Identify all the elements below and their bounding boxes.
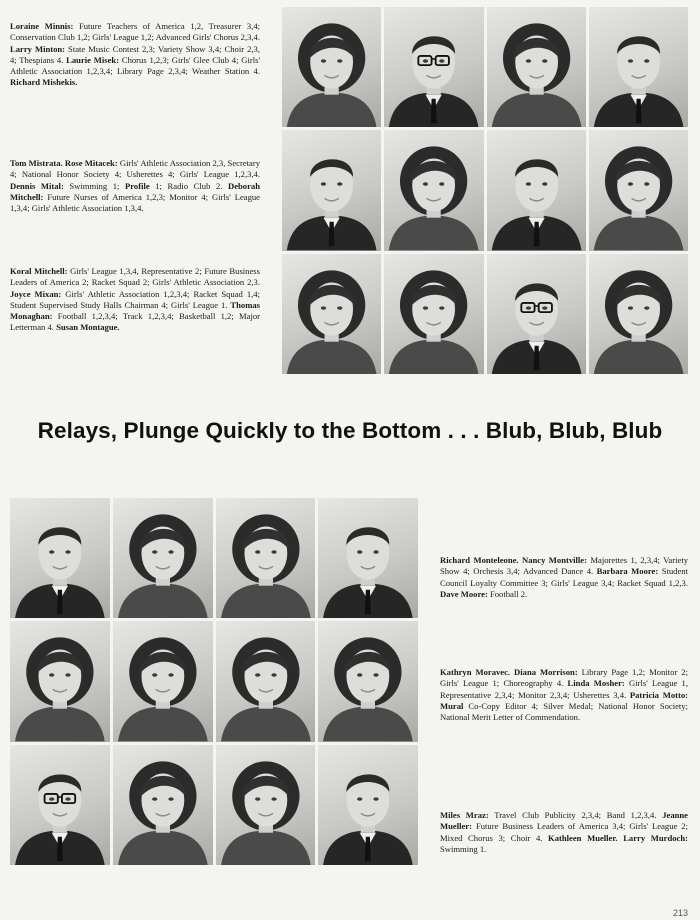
student-portrait [10, 621, 110, 741]
student-name: Nancy Montville: [522, 555, 587, 565]
portrait-grid-bottom [10, 498, 418, 865]
student-name: Deborah Mitchell: [10, 180, 260, 202]
student-name: Linda Mosher: [567, 678, 625, 689]
student-activities: Girls' Athletic Association 1,2,3,4; Racket Squad 1,4; Student Supervised Study Halls Chairman 4; Girls' League 1. [10, 288, 260, 310]
student-portrait [487, 254, 586, 374]
student-name: Dave Moore: [440, 588, 488, 599]
student-activities: State Music Contest 2,3; Variety Show 3,4; Choir 2,3, 4; Thespians 4. [10, 43, 260, 65]
student-activities: Swimming 1. [440, 843, 487, 854]
student-name: Profile [125, 180, 150, 191]
student-portrait [216, 498, 316, 618]
student-name: Patricia Motto: [629, 689, 688, 700]
student-name: Richard Mishekis. [10, 77, 78, 88]
student-portrait [384, 7, 483, 127]
student-portrait [318, 745, 418, 865]
caption-block [440, 555, 688, 600]
student-activities: Student Council Loyalty Committee 3; Girls' League 3,4; Racket Squad 1,2,3. [440, 566, 688, 588]
caption-block [440, 810, 688, 855]
student-activities: Chorus 1,2,3; Girls' Glee Club 4; Girls' Athletic Association 1,2,3,4; Library Page 2,3,4; Weather Station 4. [10, 54, 260, 77]
caption-block [440, 667, 688, 723]
student-activities: Future Business Leaders of America 3,4; Girls' League 2; Mixed Chorus 3; Choir 4. [440, 821, 688, 843]
student-name: Kathleen Mueller. [548, 832, 618, 843]
student-portrait [216, 745, 316, 865]
student-name: Tom Mistrata. [10, 158, 63, 168]
student-portrait [318, 498, 418, 618]
student-name: Barbara Moore: [596, 566, 659, 577]
student-portrait [384, 254, 483, 374]
student-portrait [282, 254, 381, 374]
student-activities: Future Teachers of America 1,2, Treasurer 3,4; Conservation Club 1,2; Girls' League 1,2; Advanced Girls' Chorus 2,3,4. [10, 21, 260, 43]
student-name: Miles Mraz: [440, 810, 489, 820]
student-name: Laurie Misek: [66, 54, 120, 65]
portrait-grid-top [282, 7, 688, 374]
student-activities: Majorettes 1, 2,3,4; Variety Show 4; Orchesis 3,4; Advanced Dance 4. [440, 555, 688, 577]
student-activities: Girls' League 1,3,4, Representative 2; Future Business Leaders of America 2; Racket Squad 2; Girls' Athletic Association 2,3. [10, 266, 260, 288]
caption-block [10, 21, 260, 89]
student-name: Rose Mitacek: [64, 158, 118, 168]
student-portrait [318, 621, 418, 741]
student-activities: Football 2. [487, 588, 528, 599]
student-name: Thomas Monaghan: [10, 299, 260, 322]
student-activities: Library Page 1,2; Monitor 2; Girls' League 1; Choreography 4. [440, 667, 688, 689]
student-activities: Girls' Athletic Association 2,3, Secretary 4; National Honor Society 4; Usherettes 4; Girls' League 1,2,3,4. [10, 158, 260, 180]
student-name: Larry Minton: [10, 43, 66, 54]
student-activities: Swimming 1; [63, 180, 125, 191]
student-portrait [589, 130, 688, 250]
student-name: Diana Morrison: [514, 667, 578, 677]
student-name: Dennis Mital: [10, 180, 64, 191]
student-portrait [113, 621, 213, 741]
student-name: Kathryn Moravec. [440, 667, 511, 677]
student-activities: Travel Club Publicity 2,3,4; Band 1,2,3,4. [488, 810, 663, 820]
student-name: Mural [440, 700, 464, 711]
student-portrait [282, 130, 381, 250]
student-name: Loraine Minnis: [10, 21, 74, 31]
page-headline: Relays, Plunge Quickly to the Bottom . . . Blub, Blub, Blub [37, 418, 663, 443]
student-activities: Future Nurses of America 1,2,3; Monitor 4; Girls' League 1,3,4; Girls' Athletic Association 1,3,4. [10, 191, 260, 214]
student-name: Richard Monteleone. [440, 555, 519, 565]
caption-block [10, 266, 260, 334]
student-portrait [113, 498, 213, 618]
student-activities: Co-Copy Editor 4; Silver Medal; National Honor Society; National Merit Letter of Commendation. [440, 700, 688, 723]
student-name: Larry Murdoch: [623, 832, 688, 843]
student-activities: Girls' League 1, Representative 2,3,4; Monitor 2,3,4; Usherettes 3,4. [440, 678, 688, 700]
page-number: 213 [672, 908, 688, 918]
student-portrait [589, 7, 688, 127]
student-name: Susan Montague. [56, 322, 120, 333]
student-name: Koral Mitchell: [10, 266, 68, 276]
student-portrait [589, 254, 688, 374]
student-activities: 1; Radio Club 2. [149, 180, 228, 191]
student-portrait [10, 745, 110, 865]
student-portrait [113, 745, 213, 865]
student-portrait [10, 498, 110, 618]
student-portrait [487, 7, 586, 127]
student-portrait [487, 130, 586, 250]
student-name: Jeanne Mueller: [440, 810, 688, 832]
student-activities: Football 1,2,3,4; Track 1,2,3,4; Basketball 1,2; Major Letterman 4. [10, 311, 260, 333]
student-portrait [384, 130, 483, 250]
caption-block [10, 158, 260, 214]
student-portrait [216, 621, 316, 741]
student-portrait [282, 7, 381, 127]
student-name: Joyce Mixan: [10, 288, 62, 299]
